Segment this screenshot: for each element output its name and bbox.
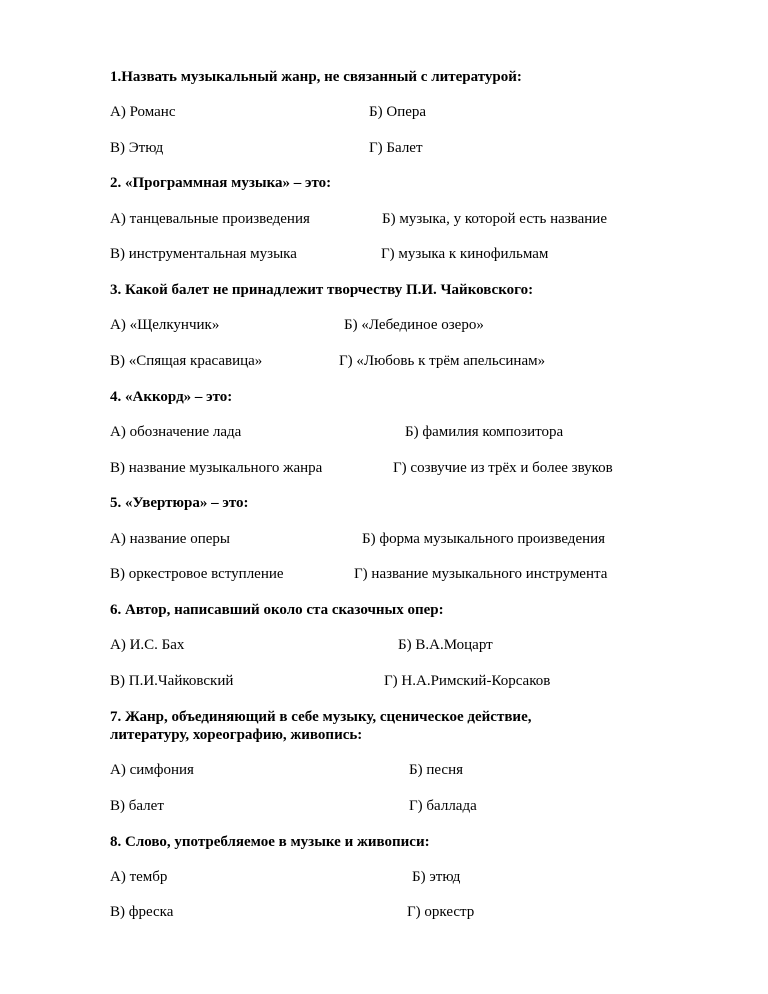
question-1-option-a: А) Романс	[110, 104, 176, 120]
question-6-option-b: Б) В.А.Моцарт	[398, 637, 493, 653]
question-4-option-d: Г) созвучие из трёх и более звуков	[393, 460, 613, 476]
question-6-option-c: В) П.И.Чайковский	[110, 673, 234, 689]
question-7-text-line-2: литературу, хореографию, живопись:	[110, 727, 363, 743]
question-8-option-c: В) фреска	[110, 904, 174, 920]
question-5-option-d: Г) название музыкального инструмента	[354, 566, 608, 582]
question-7-option-a: А) симфония	[110, 762, 194, 778]
question-8-option-d: Г) оркестр	[407, 904, 475, 920]
question-2-text: 2. «Программная музыка» – это:	[110, 175, 332, 191]
question-2-option-d: Г) музыка к кинофильмам	[381, 246, 549, 262]
question-7-text-line-1: 7. Жанр, объединяющий в себе музыку, сценическое действие,	[110, 709, 532, 725]
question-6-option-d: Г) Н.А.Римский-Корсаков	[384, 673, 551, 689]
question-4-option-b: Б) фамилия композитора	[405, 424, 564, 440]
question-5-option-a: А) название оперы	[110, 531, 230, 547]
question-2-option-a: А) танцевальные произведения	[110, 211, 310, 227]
question-3-text: 3. Какой балет не принадлежит творчеству П.И. Чайковского:	[110, 282, 534, 298]
question-3-option-a: А) «Щелкунчик»	[110, 317, 220, 333]
question-3-option-c: В) «Спящая красавица»	[110, 353, 263, 369]
question-8-text: 8. Слово, употребляемое в музыке и живописи:	[110, 834, 430, 850]
question-7-option-b: Б) песня	[409, 762, 464, 778]
question-6-text: 6. Автор, написавший около ста сказочных опер:	[110, 602, 444, 618]
question-8-option-b: Б) этюд	[412, 869, 461, 885]
question-5-option-c: В) оркестровое вступление	[110, 566, 284, 582]
question-1-option-b: Б) Опера	[369, 104, 427, 120]
question-1-option-d: Г) Балет	[369, 140, 423, 156]
question-1-option-c: В) Этюд	[110, 140, 164, 156]
question-1-text: 1.Назвать музыкальный жанр, не связанный с литературой:	[110, 69, 522, 85]
question-4-option-c: В) название музыкального жанра	[110, 460, 323, 476]
question-8-option-a: А) тембр	[110, 869, 168, 885]
question-7-option-d: Г) баллада	[409, 798, 477, 814]
question-5-text: 5. «Увертюра» – это:	[110, 495, 249, 511]
question-7-option-c: В) балет	[110, 798, 164, 814]
question-4-text: 4. «Аккорд» – это:	[110, 389, 233, 405]
question-4-option-a: А) обозначение лада	[110, 424, 242, 440]
question-6-option-a: А) И.С. Бах	[110, 637, 185, 653]
question-2-option-b: Б) музыка, у которой есть название	[382, 211, 607, 227]
question-2-option-c: В) инструментальная музыка	[110, 246, 297, 262]
question-3-option-d: Г) «Любовь к трём апельсинам»	[339, 353, 546, 369]
question-5-option-b: Б) форма музыкального произведения	[362, 531, 606, 547]
question-3-option-b: Б) «Лебединое озеро»	[344, 317, 484, 333]
